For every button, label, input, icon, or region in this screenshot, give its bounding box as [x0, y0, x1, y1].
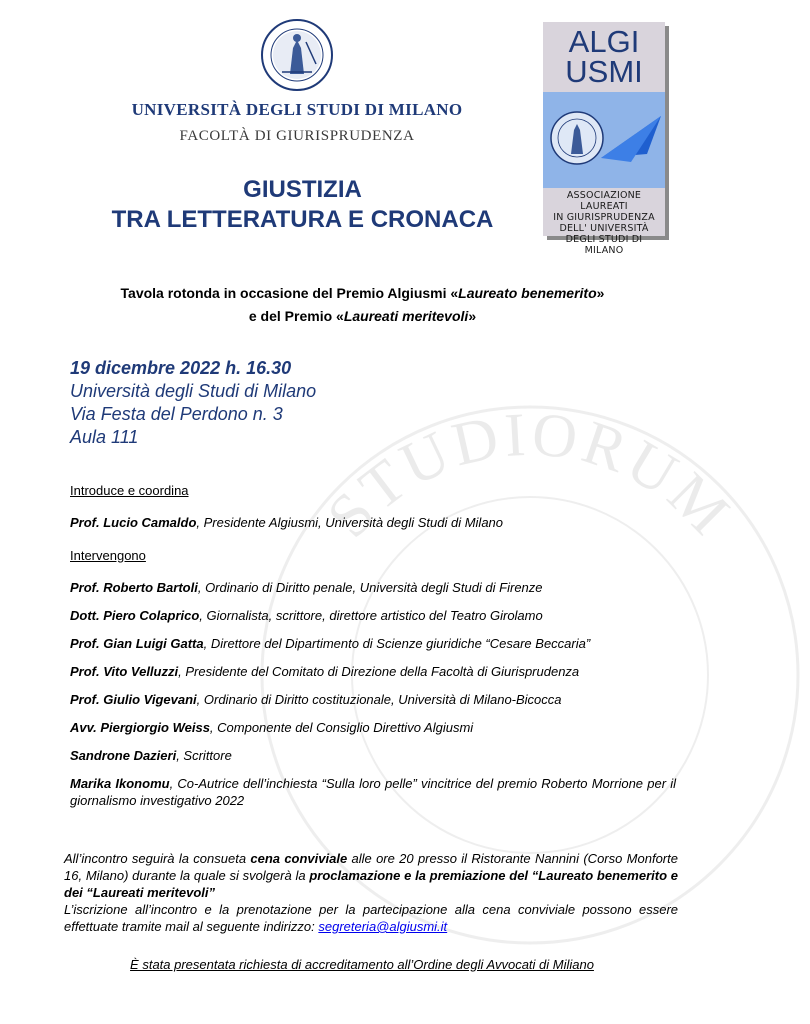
- person-role: , Ordinario di Diritto penale, Università degli Studi di Firenze: [197, 580, 543, 595]
- speaker-item: [70, 607, 676, 624]
- speakers-label: Intervengono: [70, 548, 146, 563]
- registration-paragraph: [64, 901, 678, 935]
- dinner-paragraph: [64, 850, 678, 901]
- speaker-item: [70, 747, 676, 764]
- subtitle-line1: [40, 282, 685, 305]
- caption-line: IN GIURISPRUDENZA: [553, 212, 655, 223]
- title-line2: TRA LETTERATURA E CRONACA: [111, 206, 494, 233]
- subtitle-line2: [40, 305, 685, 328]
- event-title: [40, 175, 565, 235]
- person-role: , Componente del Consiglio Direttivo Algiusmi: [209, 720, 474, 735]
- contact-email-link[interactable]: segreteria@algiusmi.it: [318, 919, 448, 934]
- person-name: Dott. Piero Colaprico: [70, 608, 200, 623]
- algiusmi-logo-emblem: [543, 92, 665, 188]
- accreditation-note: È stata presentata richiesta di accreditamento all’Ordine degli Avvocati di Miliano: [130, 957, 594, 972]
- person-name: Prof. Lucio Camaldo: [70, 515, 197, 530]
- award-name-meritevoli: Laureati meritevoli: [343, 308, 469, 324]
- closing-text: All’incontro seguirà la consueta: [64, 851, 251, 866]
- university-name: UNIVERSITÀ DEGLI STUDI DI MILANO: [131, 100, 463, 119]
- closing-emphasis: cena conviviale: [250, 851, 348, 866]
- speaker-item: [70, 663, 676, 680]
- person-role: , Giornalista, scrittore, direttore artistico del Teatro Girolamo: [199, 608, 543, 623]
- closing-text: L’iscrizione all’incontro e la prenotazione per la partecipazione alla cena conviviale possono essere effettuate tramite mail al seguente indirizzo:: [64, 902, 678, 934]
- person-role: , Scrittore: [176, 748, 232, 763]
- closing-emphasis: proclamazione e la premiazione del “Laureato benemerito e dei “Laureati meritevoli”: [64, 868, 678, 900]
- subtitle-text: »: [596, 285, 605, 301]
- person-name: Avv. Piergiorgio Weiss: [70, 720, 210, 735]
- speaker-item: [70, 719, 676, 736]
- person-name: Sandrone Dazieri: [70, 748, 177, 763]
- faculty-name: FACOLTÀ DI GIURISPRUDENZA: [179, 128, 415, 144]
- speaker-item: [70, 579, 676, 596]
- moderator-label: Introduce e coordina: [70, 483, 189, 498]
- algiusmi-logo-line2: USMI: [565, 54, 643, 89]
- title-line1: GIUSTIZIA: [243, 176, 362, 203]
- person-role: , Presidente Algiusmi, Università degli Studi di Milano: [196, 515, 504, 530]
- person-role: , Direttore del Dipartimento di Scienze giuridiche “Cesare Beccaria”: [203, 636, 591, 651]
- closing-text: alle ore 20 presso il Ristorante Nannini (Corso Monforte 16, Milano) durante la quale si svolgerà la: [64, 851, 678, 883]
- subtitle-text: Tavola rotonda in occasione del Premio Algiusmi «: [120, 285, 459, 301]
- person-role: , Co-Autrice dell’inchiesta “Sulla loro pelle” vincitrice del premio Roberto Morrione per il giornalismo investigativo 2022: [70, 776, 677, 808]
- subtitle-text: e del Premio «: [248, 308, 344, 324]
- speaker-item: [70, 691, 676, 708]
- caption-line: DEGLI STUDI DI MILANO: [565, 234, 643, 256]
- event-datetime: 19 dicembre 2022 h. 16.30: [70, 358, 292, 378]
- closing-notes: [64, 850, 678, 935]
- person-name: Prof. Roberto Bartoli: [70, 580, 198, 595]
- person-name: Marika Ikonomu: [70, 776, 170, 791]
- algiusmi-logo-line1: ALGI: [568, 24, 640, 59]
- subtitle-text: »: [468, 308, 477, 324]
- watermark-text: STUDIORUM: [314, 399, 745, 551]
- event-subtitle: [40, 282, 685, 328]
- award-name-benemerito: Laureato benemerito: [458, 285, 597, 301]
- person-role: , Presidente del Comitato di Direzione della Facoltà di Giurisprudenza: [178, 664, 580, 679]
- person-name: Prof. Giulio Vigevani: [70, 692, 197, 707]
- event-venue: Università degli Studi di Milano: [70, 381, 317, 401]
- event-details: [70, 357, 316, 449]
- university-seal-logo: [260, 18, 334, 92]
- event-room: Aula 111: [70, 427, 139, 447]
- person-role: , Ordinario di Diritto costituzionale, Università di Milano-Bicocca: [196, 692, 562, 707]
- speaker-item: [70, 635, 676, 652]
- moderator: [70, 514, 676, 531]
- event-address: Via Festa del Perdono n. 3: [70, 404, 283, 424]
- caption-line: ASSOCIAZIONE LAUREATI: [566, 190, 642, 212]
- caption-line: DELL' UNIVERSITÀ: [559, 223, 649, 234]
- person-name: Prof. Gian Luigi Gatta: [70, 636, 204, 651]
- speaker-item: [70, 775, 676, 809]
- person-name: Prof. Vito Velluzzi: [70, 664, 179, 679]
